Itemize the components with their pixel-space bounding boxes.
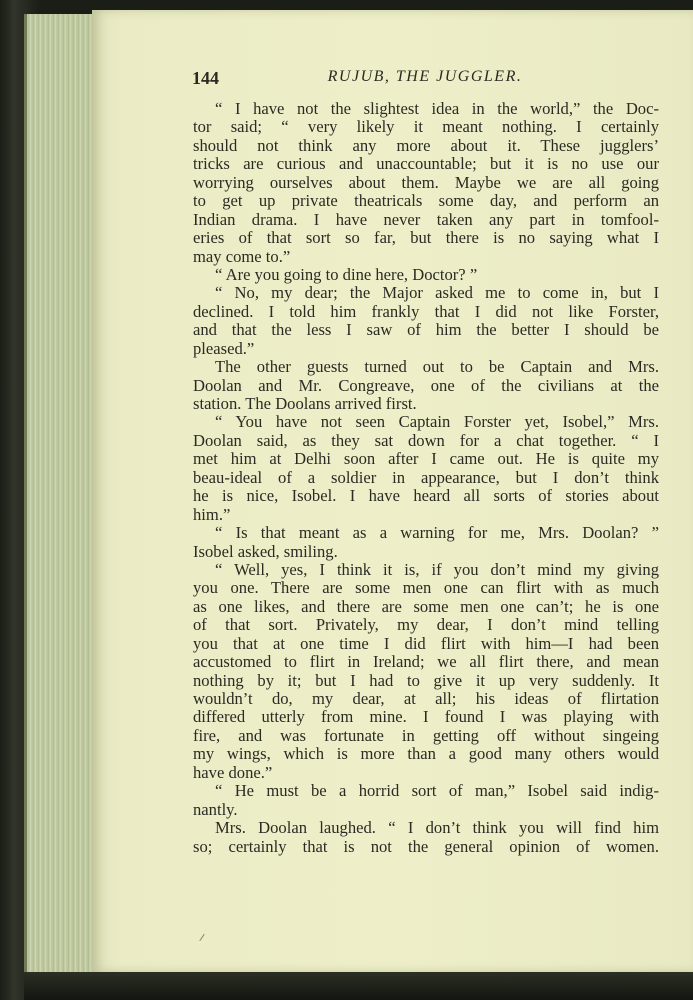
text-line: pleased.” xyxy=(193,339,255,358)
text-line: my wings, which is more than a good many others would xyxy=(193,745,659,764)
text-line: differed utterly from mine. I found I was playing with xyxy=(193,708,659,727)
text-line: “ I have not the slightest idea in the world,” the Doc- xyxy=(215,100,659,118)
text-line: beau-ideal of a soldier in appearance, but I don’t think xyxy=(193,468,659,487)
text-line: “ Well, yes, I think it is, if you don’t mind my giving xyxy=(215,560,659,579)
text-line: station. The Doolans arrived first. xyxy=(193,395,417,413)
text-line: he is nice, Isobel. I have heard all sorts of stories about xyxy=(193,487,659,506)
text-line: should not think any more about it. These jugglers’ xyxy=(193,136,659,155)
text-line: may come to.” xyxy=(193,247,291,266)
text-line: met him at Delhi soon after I came out. He is quite my xyxy=(193,450,659,469)
book-bottom-edge xyxy=(24,972,693,1000)
text-line: accustomed to flirt in Ireland; we all flirt there, and mean xyxy=(193,653,659,672)
text-line: tor said; “ very likely it meant nothing. I certainly xyxy=(193,118,659,137)
text-line: to get up private theatricals some day, and perform an xyxy=(193,192,659,211)
text-line: you one. There are some men one can flirt with as much xyxy=(193,579,659,598)
text-line: “ You have not seen Captain Forster yet, Isobel,” Mrs. xyxy=(215,413,659,432)
text-line: nantly. xyxy=(193,800,238,819)
text-line: Mrs. Doolan laughed. “ I don’t think you will find him xyxy=(215,819,659,838)
page-number: 144 xyxy=(192,68,219,88)
text-line: “ Is that meant as a warning for me, Mrs. Doolan? ” xyxy=(215,524,659,543)
text-line: so; certainly that is not the general opinion of women. xyxy=(193,837,659,856)
page-header xyxy=(192,66,658,92)
text-line: The other guests turned out to be Captain and Mrs. xyxy=(215,358,659,377)
page-edges xyxy=(24,14,99,974)
text-line: you that at one time I did flirt with him—I had been xyxy=(193,634,659,653)
text-line: eries of that sort so far, but there is no saying what I xyxy=(193,229,659,248)
text-line: have done.” xyxy=(193,763,273,782)
text-line: fire, and was fortunate in getting off without singeing xyxy=(193,726,659,745)
text-line: as one likes, and there are some men one can’t; he is one xyxy=(193,597,659,616)
text-line: tricks are curious and unaccountable; but it is no use our xyxy=(193,155,659,174)
text-line: of that sort. Privately, my dear, I don’t mind telling xyxy=(193,616,659,635)
text-line: Indian drama. I have never taken any part in tomfool- xyxy=(193,210,659,229)
text-line: Isobel asked, smiling. xyxy=(193,542,338,561)
text-line: worrying ourselves about them. Maybe we are all going xyxy=(193,173,659,192)
text-line: Doolan and Mr. Congreave, one of the civilians at the xyxy=(193,376,659,395)
text-line: Doolan said, as they sat down for a chat together. “ I xyxy=(193,431,659,450)
text-line: nothing by it; but I had to give it up very suddenly. It xyxy=(193,671,659,690)
text-line: declined. I told him frankly that I did not like Forster, xyxy=(193,302,659,321)
running-title: RUJUB, THE JUGGLER. xyxy=(327,68,523,85)
text-line: him.” xyxy=(193,505,231,524)
text-line: “ Are you going to dine here, Doctor? ” xyxy=(215,265,478,284)
body-text xyxy=(193,100,659,856)
text-line: and that the less I saw of him the better I should be xyxy=(193,321,659,340)
text-line: wouldn’t do, my dear, at all; his ideas of flirtation xyxy=(193,690,659,708)
text-line: “ No, my dear; the Major asked me to come in, but I xyxy=(215,284,659,303)
text-line: “ He must be a horrid sort of man,” Isobel said indig- xyxy=(215,782,659,801)
